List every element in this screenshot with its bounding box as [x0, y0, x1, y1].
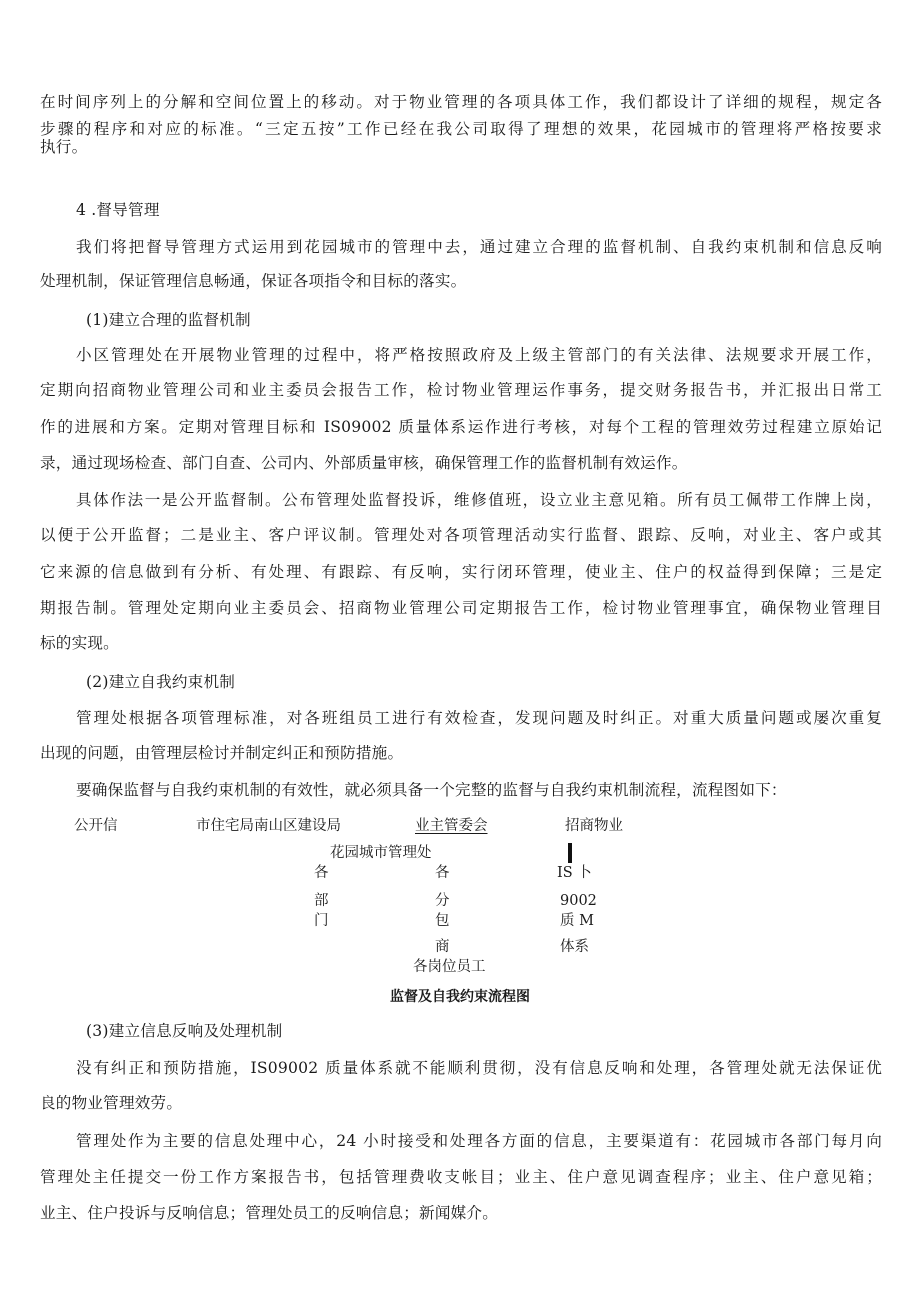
flow-col2-char-3: 包	[435, 913, 450, 929]
paragraph-8-line-1: 管理处作为主要的信息处理中心，24 小时接受和处理各方面的信息，主要渠道有：花园城市各部门每月向	[76, 1132, 882, 1150]
paragraph-1-line-2: 步骤的程序和对应的标准。“三定五按”工作已经在我公司取得了理想的效果，花园城市的管理将严格按要求	[40, 120, 882, 138]
paragraph-2-line-2: 处理机制，保证管理信息畅通，保证各项指令和目标的落实。	[40, 272, 467, 290]
flow-node-zhaoshang: 招商物业	[565, 818, 623, 834]
paragraph-7-line-2: 良的物业管理效劳。	[40, 1094, 183, 1112]
flow-col2-char-4: 商	[435, 939, 450, 955]
flowchart-caption: 监督及自我约束流程图	[390, 989, 530, 1005]
flow-col1-char-1: 各	[314, 865, 329, 881]
flow-node-bottom: 各岗位员工	[413, 959, 486, 975]
paragraph-3-line-2: 定期向招商物业管理公司和业主委员会报告工作，检讨物业管理运作事务，提交财务报告书，并汇报出日常工	[40, 381, 882, 399]
paragraph-1-line-1: 在时间序列上的分解和空间位置上的移动。对于物业管理的各项具体工作，我们都设计了详细的规程，规定各	[40, 93, 882, 111]
flow-col3-line-1: IS 卜	[557, 865, 592, 881]
paragraph-2-line-1: 我们将把督导管理方式运用到花园城市的管理中去，通过建立合理的监督机制、自我约束机制和信息反响	[76, 238, 882, 256]
flow-node-yezhu: 业主管委会	[415, 818, 488, 834]
paragraph-3-line-4: 录，通过现场检查、部门自查、公司内、外部质量审核，确保管理工作的监督机制有效运作。	[40, 454, 688, 472]
flow-col1-char-2: 部	[314, 893, 329, 909]
paragraph-1-line-3: 执行。	[40, 138, 88, 156]
paragraph-4-line-1: 具体作法一是公开监督制。公布管理处监督投诉，维修值班，设立业主意见箱。所有员工佩带工作牌上岗，	[76, 491, 882, 509]
paragraph-3-line-3: 作的进展和方案。定期对管理目标和 IS09002 质量体系运作进行考核，对每个工程的管理效劳过程建立原始记	[40, 418, 882, 436]
paragraph-8-line-3: 业主、住户投诉与反响信息；管理处员工的反响信息；新闻媒介。	[40, 1204, 499, 1222]
flow-col3-line-3: 质 M	[560, 913, 594, 929]
flow-col1-char-3: 门	[314, 913, 329, 929]
subheading-2: (2)建立自我约束机制	[86, 673, 236, 691]
flow-col2-char-1: 各	[435, 865, 450, 881]
flow-node-center: 花园城市管理处	[330, 845, 432, 861]
subheading-1: (1)建立合理的监督机制	[86, 311, 251, 329]
paragraph-3-line-1: 小区管理处在开展物业管理的过程中，将严格按照政府及上级主管部门的有关法律、法规要求开展工作，	[76, 346, 882, 364]
section-heading-4: 4 .督导管理	[76, 201, 160, 219]
paragraph-7-line-1: 没有纠正和预防措施，IS09002 质量体系就不能顺利贯彻，没有信息反响和处理，各管理处就无法保证优	[76, 1059, 882, 1077]
flow-node-gongkai: 公开信	[74, 818, 118, 834]
paragraph-6: 要确保监督与自我约束机制的有效性，就必须具备一个完整的监督与自我约束机制流程，流程图如下：	[76, 781, 787, 799]
subheading-3: (3)建立信息反响及处理机制	[86, 1022, 283, 1040]
paragraph-4-line-3: 它来源的信息做到有分析、有处理、有跟踪、有反响，实行闭环管理，使业主、住户的权益得到保障；三是定	[40, 563, 882, 581]
flow-col3-line-2: 9002	[560, 893, 597, 909]
flow-connector-bar	[568, 843, 572, 863]
paragraph-4-line-4: 期报告制。管理处定期向业主委员会、招商物业管理公司定期报告工作，检讨物业管理事宜，确保物业管理目	[40, 599, 882, 617]
flow-col3-line-4: 体系	[560, 939, 589, 955]
flow-col2-char-2: 分	[435, 893, 450, 909]
paragraph-4-line-5: 标的实现。	[40, 634, 119, 652]
flow-node-shizhu: 市住宅局南山区建设局	[196, 818, 341, 834]
paragraph-8-line-2: 管理处主任提交一份工作方案报告书，包括管理费收支帐目；业主、住户意见调查程序；业主、住户意见箱；	[40, 1168, 882, 1186]
paragraph-5-line-1: 管理处根据各项管理标准，对各班组员工进行有效检查，发现问题及时纠正。对重大质量问题或屡次重复	[76, 709, 882, 727]
paragraph-5-line-2: 出现的问题，由管理层检讨并制定纠正和预防措施。	[40, 744, 404, 762]
paragraph-4-line-2: 以便于公开监督；二是业主、客户评议制。管理处对各项管理活动实行监督、跟踪、反响，对业主、客户或其	[40, 526, 882, 544]
